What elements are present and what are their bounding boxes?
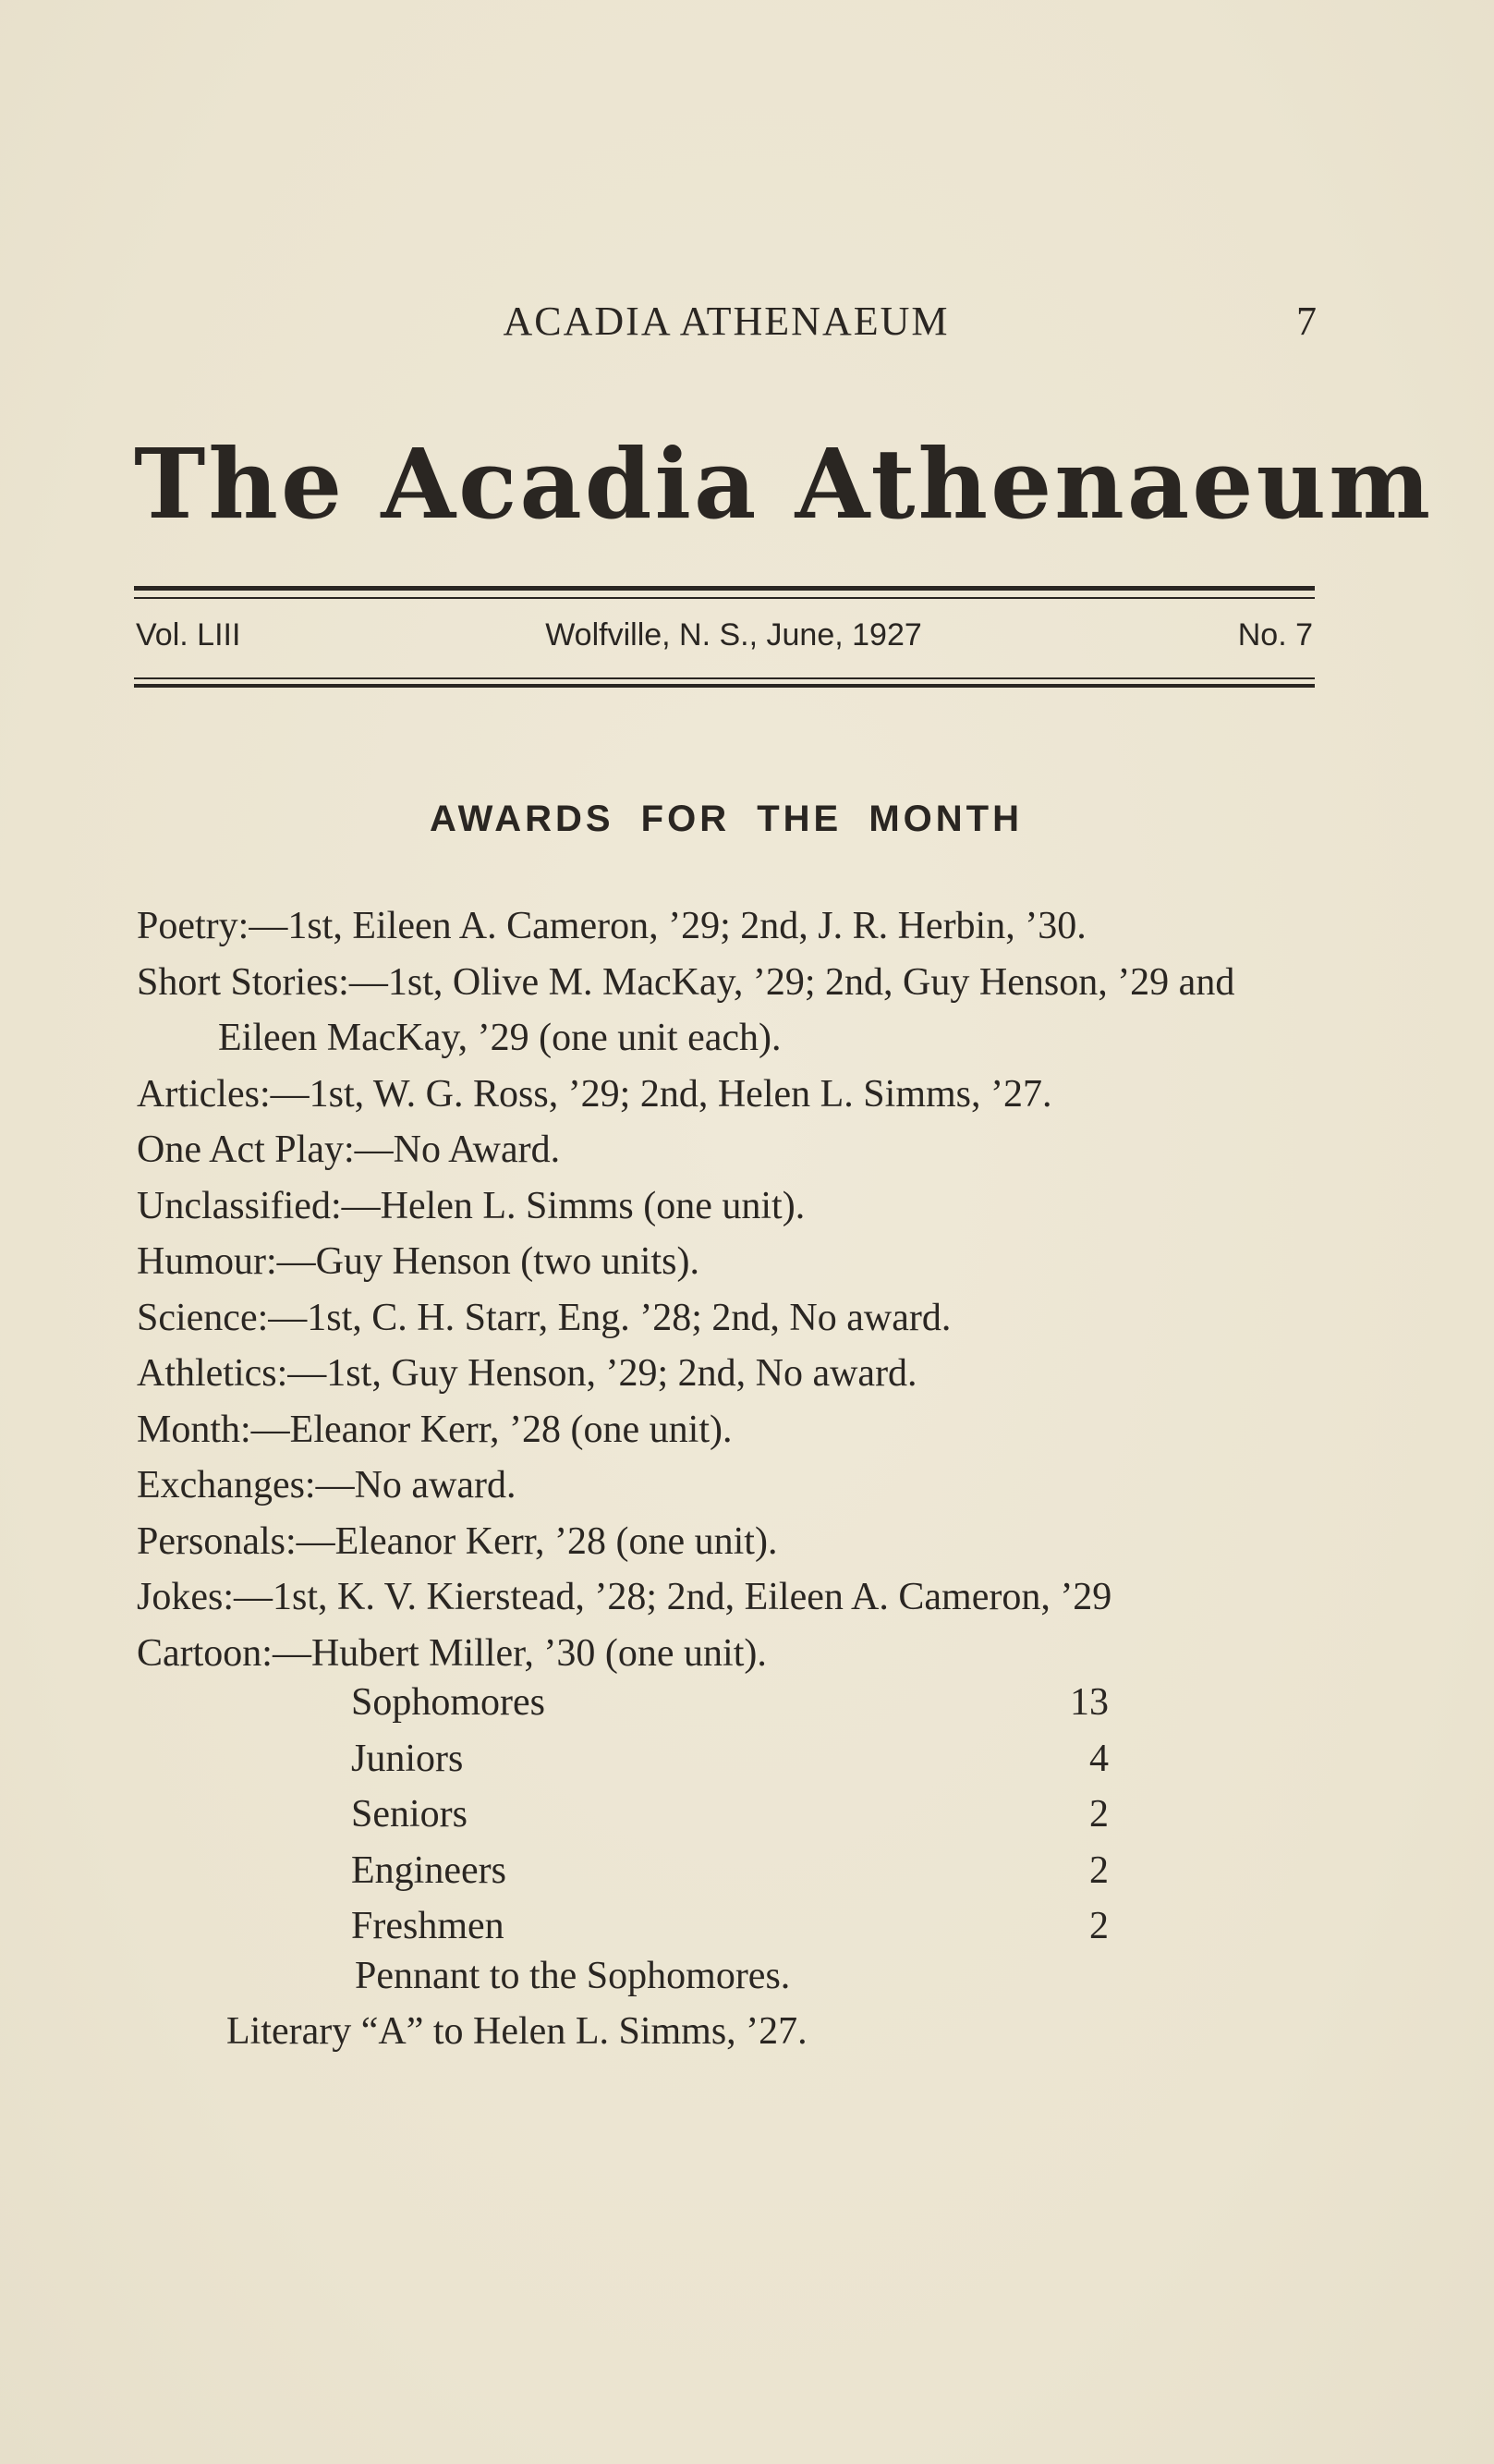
award-month: Month:—Eleanor Kerr, ’28 (one unit). [137, 1408, 733, 1451]
award-science: Science:—1st, C. H. Starr, Eng. ’28; 2nd, No award. [137, 1296, 952, 1339]
award-jokes: Jokes:—1st, K. V. Kierstead, ’28; 2nd, Eileen A. Cameron, ’29 [137, 1576, 1112, 1618]
masthead-rule-top-thick [134, 586, 1315, 591]
issue-place-date: Wolfville, N. S., June, 1927 [545, 617, 922, 653]
award-articles: Articles:—1st, W. G. Ross, ’29; 2nd, Helen L. Simms, ’27. [137, 1072, 1052, 1116]
award-short-stories: Short Stories:—1st, Olive M. MacKay, ’29; 2nd, Guy Henson, ’29 and Eileen MacKay, ’29 (one unit each). [137, 960, 1235, 1059]
award-athletics: Athletics:—1st, Guy Henson, ’29; 2nd, No award. [137, 1352, 917, 1395]
total-points: 2 [1089, 1848, 1109, 1892]
award-cartoon: Cartoon:—Hubert Miller, ’30 (one unit). [137, 1631, 767, 1675]
total-class: Seniors [351, 1793, 468, 1836]
total-row [351, 1731, 1109, 1787]
pennant-note: Pennant to the Sophomores. [355, 1955, 791, 1997]
total-row [351, 1898, 1109, 1955]
section-heading: AWARDS FOR THE MONTH [430, 799, 1023, 839]
total-points: 13 [1070, 1681, 1109, 1724]
issue-rule-bottom-thin [134, 677, 1315, 679]
award-exchanges: Exchanges:—No award. [137, 1464, 516, 1506]
award-poetry: Poetry:—1st, Eileen A. Cameron, ’29; 2nd, J. R. Herbin, ’30. [137, 905, 1087, 947]
total-class: Freshmen [351, 1905, 504, 1947]
total-class: Sophomores [351, 1681, 545, 1724]
total-row [351, 1787, 1109, 1843]
total-points: 4 [1089, 1737, 1109, 1780]
award-unclassified: Unclassified:—Helen L. Simms (one unit). [137, 1184, 806, 1227]
total-class: Juniors [351, 1737, 464, 1780]
awards-list [137, 898, 1329, 1681]
running-head [134, 298, 1318, 353]
class-totals [351, 1675, 1109, 1955]
issue-number: No. 7 [1237, 617, 1313, 653]
masthead-title: The Acadia Athenaeum [134, 427, 1434, 541]
total-points: 2 [1089, 1793, 1109, 1836]
total-points: 2 [1089, 1905, 1109, 1947]
issue-rule-bottom-thick [134, 684, 1315, 688]
literary-award-note: Literary “A” to Helen L. Simms, ’27. [226, 2010, 808, 2053]
award-one-act-play: One Act Play:—No Award. [137, 1128, 561, 1171]
running-title: ACADIA ATHENAEUM [503, 299, 950, 344]
total-class: Engineers [351, 1848, 506, 1892]
award-humour: Humour:—Guy Henson (two units). [137, 1240, 699, 1283]
award-personals: Personals:—Eleanor Kerr, ’28 (one unit). [137, 1519, 778, 1563]
issue-volume: Vol. LIII [136, 617, 241, 653]
page-number: 7 [1296, 299, 1317, 344]
masthead-rule-top-thin [134, 597, 1315, 599]
total-row [351, 1675, 1109, 1731]
issue-line [134, 617, 1315, 664]
total-row [351, 1843, 1109, 1899]
